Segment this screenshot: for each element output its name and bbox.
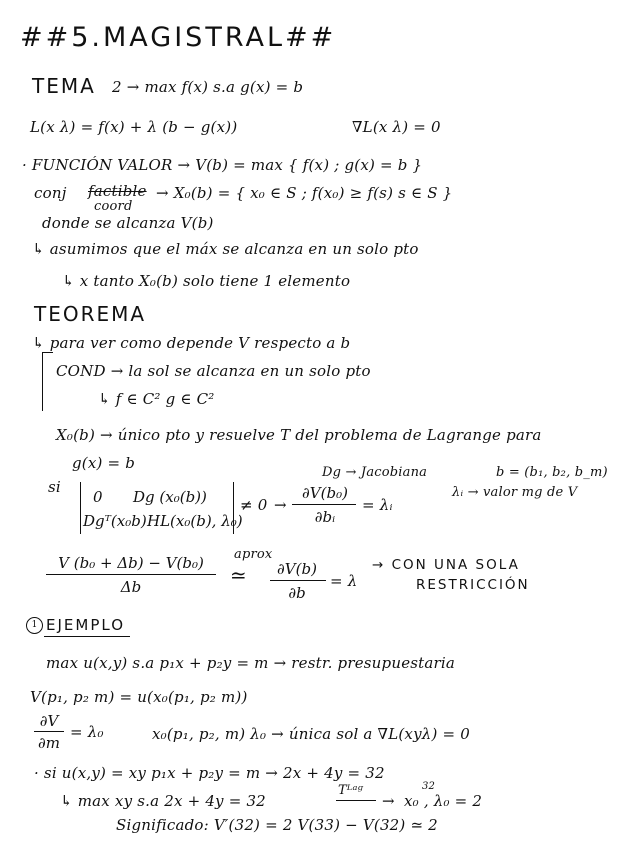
approx-label: aprox	[234, 547, 273, 562]
ex-dv-bar	[34, 731, 64, 732]
ex-x0-line: x₀(p₁, p₂, m) λ₀ → única sol a ∇L(xyλ) = 0	[152, 725, 470, 743]
ex-tlag: Tᴸᵃᵍ	[338, 783, 363, 798]
para-ver-line: ↳ para ver como depende V respecto a b	[32, 334, 351, 352]
x0-unico-line: X₀(b) → único pto y resuelve T del problema de Lagrange para	[56, 426, 542, 444]
ex-max-line: max u(x,y) s.a p₁x + p₂y = m → restr. presupuestaria	[46, 654, 456, 672]
ex-dv-numerator: ∂V	[39, 712, 59, 730]
ex-significado: Significado: V′(32) = 2 V(33) − V(32) ≃ 2	[116, 816, 438, 834]
ejemplo-number-circle: 1	[26, 617, 43, 634]
diff-quotient-denominator: Δb	[120, 578, 142, 596]
x-tanto-line: ↳ x tanto X₀(b) solo tiene 1 elemento	[62, 272, 351, 290]
conj-prefix: conj	[34, 184, 67, 202]
matrix-cell-01: Dg (x₀(b))	[133, 488, 207, 506]
tema-problem: 2 → max f(x) s.a g(x) = b	[112, 78, 304, 96]
conj-coord: coord	[94, 199, 133, 214]
asumimos-line: ↳ asumimos que el máx se alcanza en un solo pto	[32, 240, 419, 258]
grad-condition: ∇L(x λ) = 0	[352, 118, 441, 136]
tema-heading: TEMA	[32, 74, 96, 98]
con-una-sola: → CON UNA SOLA	[372, 557, 520, 573]
matrix-cell-10: Dgᵀ(x₀b)	[83, 512, 147, 530]
ex-x0-lambda0: x₀ , λ₀ = 2	[404, 792, 483, 810]
matrix-cell-11: HL(x₀(b), λ₀)	[147, 512, 243, 530]
ex-tlag-arrow: →	[382, 792, 395, 810]
lagrangian: L(x λ) = f(x) + λ (b − g(x))	[30, 118, 238, 136]
ex-max2-line: ↳ max xy s.a 2x + 4y = 32	[60, 792, 266, 810]
partial-v-denominator: ∂bᵢ	[314, 508, 336, 526]
partial-v-numerator: ∂V(b₀)	[302, 484, 348, 502]
ex-si-line: · si u(x,y) = xy p₁x + p₂y = m → 2x + 4y = 32	[34, 764, 385, 782]
equals-lambda-i: = λᵢ	[362, 496, 393, 514]
conj-definition: → X₀(b) = { x₀ ∈ S ; f(x₀) ≥ f(s) s ∈ S }	[156, 184, 453, 202]
si-label: si	[48, 478, 61, 496]
matrix-cell-00: 0	[93, 488, 103, 506]
neq-zero: ≠ 0	[240, 496, 268, 514]
ex-tlag-underline	[336, 800, 376, 801]
restriccion: RESTRICCIÓN	[416, 577, 530, 593]
conj-struck-word: factible	[88, 182, 147, 200]
implies-arrow: →	[274, 496, 287, 514]
page-title: ##5.MAGISTRAL##	[20, 22, 337, 53]
ex-sup-32: 32	[422, 781, 436, 792]
partial-v-fraction-bar	[292, 504, 356, 505]
dv-db-numerator: ∂V(b)	[277, 560, 317, 578]
equals-lambda: = λ	[330, 572, 358, 590]
cond-line: COND → la sol se alcanza en un solo pto	[56, 362, 371, 380]
teorema-heading: TEOREMA	[34, 302, 147, 326]
donde-line: donde se alcanza V(b)	[42, 214, 214, 232]
dg-jacobiana: Dg → Jacobiana	[322, 465, 428, 480]
gx-b-line: g(x) = b	[72, 454, 136, 472]
fg-c2-line: ↳ f ∈ C² g ∈ C²	[98, 390, 215, 408]
ejemplo-heading: EJEMPLO	[46, 616, 125, 634]
dv-db-denominator: ∂b	[288, 584, 306, 602]
cond-bracket	[42, 352, 53, 411]
b-vector: b = (b₁, b₂, b_m)	[496, 465, 608, 480]
approx-sign: ≃	[230, 563, 247, 587]
bordered-hessian-matrix	[80, 482, 243, 534]
diff-quotient-numerator: V (b₀ + Δb) − V(b₀)	[58, 554, 204, 572]
funcion-valor-line: · FUNCIÓN VALOR → V(b) = max { f(x) ; g(x) = b }	[22, 156, 423, 174]
lambda-note: λᵢ → valor mg de V	[452, 485, 578, 500]
dv-db-bar	[270, 580, 326, 581]
diff-quotient-bar	[46, 574, 216, 575]
ejemplo-underline	[44, 636, 130, 637]
ex-dv-equals: = λ₀	[70, 723, 104, 741]
ex-v-line: V(p₁, p₂ m) = u(x₀(p₁, p₂ m))	[30, 688, 248, 706]
ex-dv-denominator: ∂m	[38, 734, 60, 752]
